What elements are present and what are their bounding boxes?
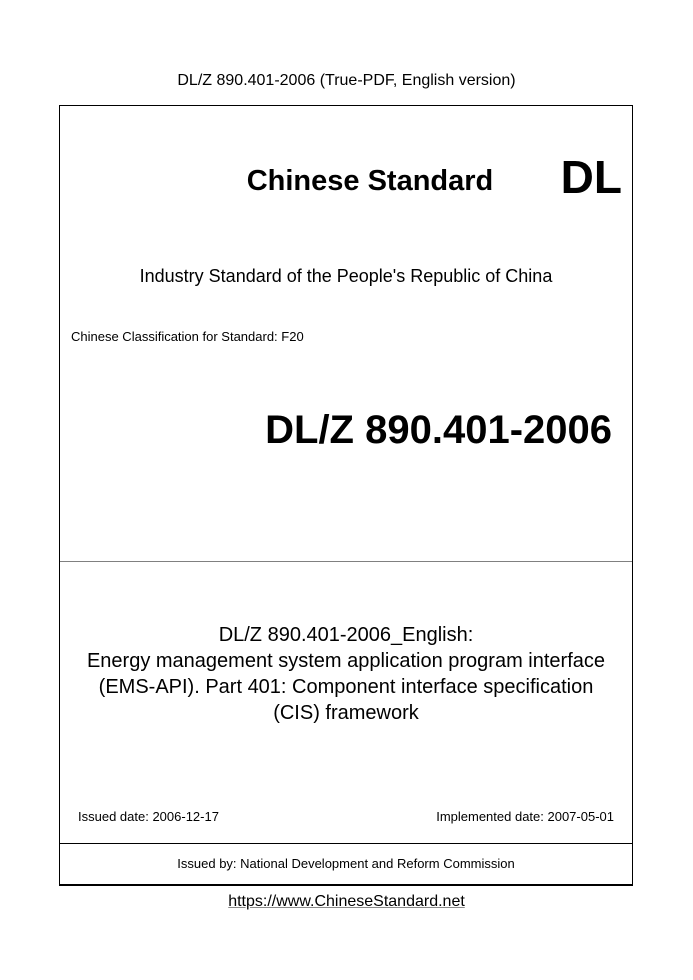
issuer-text: Issued by: National Development and Reform Commission bbox=[177, 856, 515, 871]
page-header: DL/Z 890.401-2006 (True-PDF, English version) bbox=[177, 72, 516, 89]
document-title-line: (EMS-API). Part 401: Component interface specification bbox=[98, 676, 594, 698]
cover-frame bbox=[59, 105, 633, 885]
website-link[interactable]: https://www.ChineseStandard.net bbox=[228, 893, 465, 910]
brand-mark: DL bbox=[560, 151, 622, 203]
standard-number: DL/Z 890.401-2006 bbox=[265, 408, 612, 452]
document-title-line: DL/Z 890.401-2006_English: bbox=[218, 624, 474, 646]
industry-subtitle: Industry Standard of the People's Republic of China bbox=[139, 266, 553, 286]
document-title-line: (CIS) framework bbox=[273, 702, 419, 724]
cover-title: Chinese Standard bbox=[246, 165, 494, 197]
implemented-date: Implemented date: 2007-05-01 bbox=[436, 809, 614, 824]
classification-label: Chinese Classification for Standard: F20 bbox=[71, 329, 304, 344]
document-title-line: Energy management system application program interface bbox=[86, 650, 606, 672]
document-title bbox=[60, 622, 632, 726]
section-divider bbox=[60, 561, 632, 562]
issued-date: Issued date: 2006-12-17 bbox=[78, 809, 219, 824]
issuer-box bbox=[59, 843, 633, 886]
footer bbox=[0, 892, 693, 912]
